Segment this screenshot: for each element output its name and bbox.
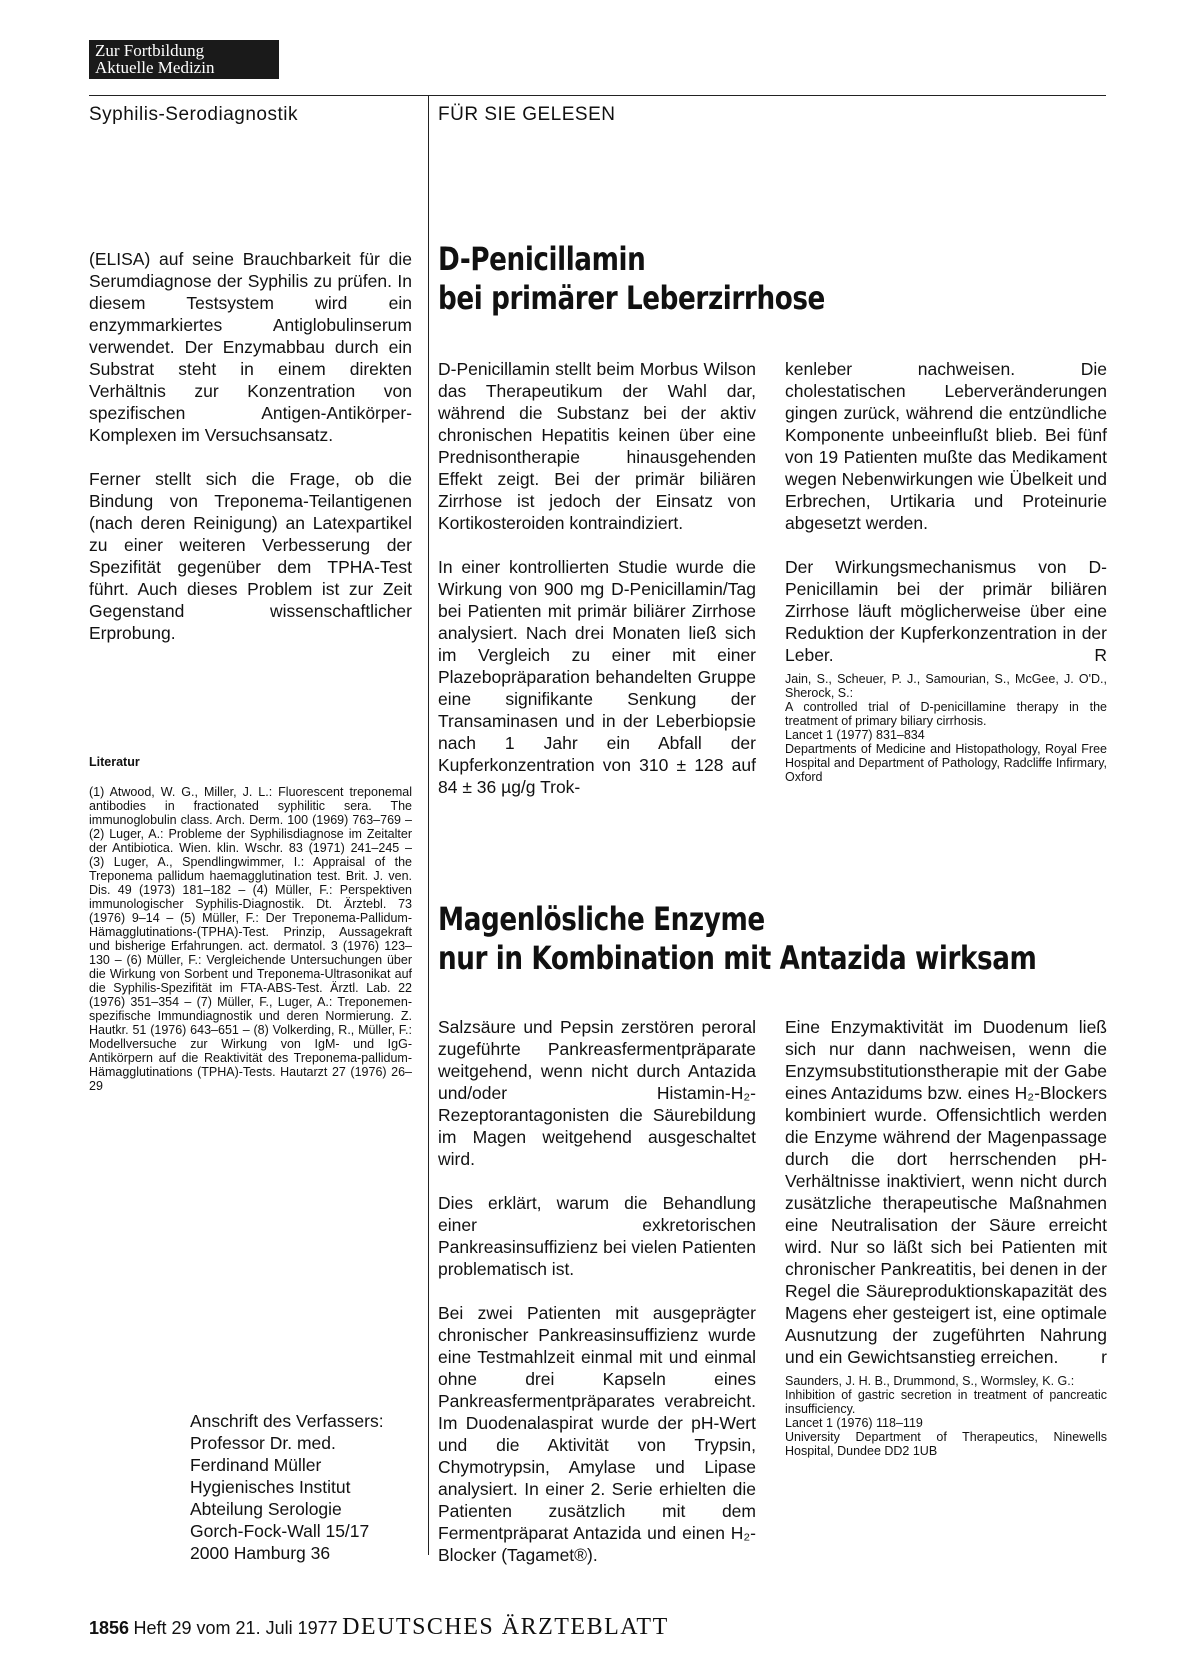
article2-reference xyxy=(785,1374,1107,1458)
header-rule xyxy=(89,95,1106,96)
address-line: Anschrift des Verfassers: xyxy=(190,1411,384,1431)
article1-paragraph: kenleber nachweisen. Die cholestatischen Leberveränderungen gingen zurück, während die entzündliche Komponente unbeeinflußt blieb. Bei fünf von 19 Patienten mußte das Medikament wegen Nebenwirkungen wie Übelkeit und Erbrechen, Urtikaria und Proteinurie abgesetzt werden. xyxy=(785,359,1107,533)
reference-affiliation: University Department of Therapeutics, Ninewells Hospital, Dundee DD2 1UB xyxy=(785,1430,1107,1458)
article2-paragraph: Eine Enzymaktivität im Duodenum ließ sich nur dann nachweisen, wenn die Enzymsubstitutionstherapie mit der Gabe eines Antazidums bzw. eines H₂-Blockers kombiniert wurde. Offensichtlich werden die Enzyme während der Magenpassage durch die dort herrschenden pH-Verhältnisse inaktiviert, wenn nicht durch zusätzliche therapeutische Maßnahmen eine Neutralisation der Säure erreicht wird. Nur so läßt sich bei Patienten mit chronischer Pankreatitis, bei denen in der Regel die Säureproduktionskapazität des Magens eher gesteigert ist, eine optimale Ausnutzung der zugeführten Nahrung und ein Gewichtsanstieg erreichen. xyxy=(785,1017,1107,1367)
article1-paragraph: D-Penicillamin stellt beim Morbus Wilson das Therapeutikum der Wahl dar, während die Substanz bei der aktiv chronischen Hepatitis keinen über eine Prednisontherapie hinausgehenden Effekt zeigt. Bei der primär biliären Zirrhose ist jedoch der Einsatz von Kortikosteroiden kontraindiziert. xyxy=(438,359,756,533)
column-divider xyxy=(428,95,429,1555)
article1-title-line-2: bei primärer Leberzirrhose xyxy=(438,279,825,317)
reference-authors: Jain, S., Scheuer, P. J., Samourian, S., McGee, J. O'D., Sherock, S.: xyxy=(785,672,1107,700)
section-header-left: Syphilis-Serodiagnostik xyxy=(89,104,298,125)
issue-info: Heft 29 vom 21. Juli 1977 xyxy=(133,1618,338,1638)
reference-journal: Lancet 1 (1977) 831–834 xyxy=(785,728,925,742)
left-paragraph-2: Ferner stellt sich die Frage, ob die Bindung von Treponema-Teilantigenen (nach deren Reinigung) an Latexpartikel zu einer weiteren Verbesserung der Spezifität gegenüber dem TPHA-Test führt. Auch dieses Problem ist zur Zeit Gegenstand wissenschaftlicher Erprobung. xyxy=(89,469,412,643)
article2-column-2 xyxy=(785,1016,1107,1458)
literature-text: (1) Atwood, W. G., Miller, J. L.: Fluorescent treponemal antibodies in fractionated syphilitic sera. The immunoglobulin class. Arch. Derm. 100 (1969) 763–769 – (2) Luger, A.: Probleme der Syphilisdiagnose im Zeitalter der Antibiotica. Wien. klin. Wschr. 83 (1971) 241–245 – (3) Luger, A., Spendlingwimmer, I.: Appraisal of the Treponema pallidum haemagglutination test. Brit. J. ven. Dis. 49 (1973) 181–182 – (4) Müller, F.: Perspektiven immunologischer Syphilis-Diagnostik. Dt. Ärztebl. 73 (1976) 9–14 – (5) Müller, F.: Der Treponema-Pallidum-Hämagglutinations-(TPHA)-Test. Prinzip, Aussagekraft und bisherige Erfahrungen. act. dermatol. 3 (1976) 123–130 – (6) Müller, F.: Vergleichende Untersuchungen über die Wirkung von Sorbent und Treponema-Ultrasonikat auf die Syphilis-Spezifität im FTA-ABS-Test. Ärztl. Lab. 22 (1976) 351–354 – (7) Müller, F., Luger, A.: Treponemen-spezifische Immundiagnostik und deren Normierung. Z. Hautkr. 51 (1976) 643–651 – (8) Volkerding, R., Müller, F.: Modellversuche zur Wirkung von IgM- und IgG-Antikörpern auf die Reaktivität des Treponema-pallidum-Hämagglutinations (TPHA)-Tests. Hautarzt 27 (1976) 26–29 xyxy=(89,785,412,1093)
article1-reference xyxy=(785,672,1107,784)
article1-end-mark: R xyxy=(1094,645,1107,665)
reference-title: A controlled trial of D-penicillamine therapy in the treatment of primary biliary cirrhosis. xyxy=(785,700,1107,728)
reference-affiliation: Departments of Medicine and Histopathology, Royal Free Hospital and Department of Pathology, Radcliffe Infirmary, Oxford xyxy=(785,742,1107,784)
article2-title xyxy=(438,900,1168,978)
left-column-text xyxy=(89,248,412,666)
article1-title-line-1: D-Penicillamin xyxy=(438,240,646,278)
article1-paragraph: Der Wirkungsmechanismus von D-Penicillamin bei der primär biliären Zirrhose läuft möglicherweise über eine Reduktion der Kupferkonzentration in der Leber. xyxy=(785,557,1107,665)
address-line: Hygienisches Institut xyxy=(190,1477,351,1497)
article2-column-1 xyxy=(438,1016,756,1588)
reference-title: Inhibition of gastric secretion in treatment of pancreatic insufficiency. xyxy=(785,1388,1107,1416)
section-badge xyxy=(89,40,279,79)
article2-paragraph: Dies erklärt, warum die Behandlung einer exkretorischen Pankreasinsuffizienz bei vielen Patienten problematisch ist. xyxy=(438,1193,756,1279)
reference-authors: Saunders, J. H. B., Drummond, S., Wormsley, K. G.: xyxy=(785,1374,1075,1388)
article2-paragraph: Bei zwei Patienten mit ausgeprägter chronischer Pankreasinsuffizienz wurde eine Testmahlzeit einmal mit und einmal ohne drei Kapseln eines Pankreasfermentpräparates verabreicht. Im Duodenalaspirat wurde der pH-Wert und die Aktivität von Trypsin, Chymotrypsin, Amylase und Lipase analysiert. In einer 2. Serie erhielten die Patienten zusätzlich mit dem Fermentpräparat Antazida und einen H₂-Blocker (Tagamet®). xyxy=(438,1303,756,1565)
address-line: 2000 Hamburg 36 xyxy=(190,1543,331,1563)
literature-heading: Literatur xyxy=(89,755,140,769)
address-line: Abteilung Serologie xyxy=(190,1499,342,1519)
article1-column-2 xyxy=(785,358,1107,784)
page-footer xyxy=(89,1614,669,1641)
article1-title xyxy=(438,240,910,318)
article2-title-line-2: nur in Kombination mit Antazida wirksam xyxy=(438,939,1037,977)
article2-end-mark: r xyxy=(1101,1347,1107,1367)
address-line: Ferdinand Müller xyxy=(190,1455,322,1475)
magazine-name: DEUTSCHES ÄRZTEBLATT xyxy=(342,1614,669,1640)
section-header-right: FÜR SIE GELESEN xyxy=(438,104,616,125)
page-number: 1856 xyxy=(89,1618,130,1638)
article2-paragraph: Salzsäure und Pepsin zerstören peroral zugeführte Pankreasfermentpräparate weitgehend, wenn nicht durch Antazida und/oder Histamin-H₂-Rezeptorantagonisten die Säurebildung im Magen weitgehend ausgeschaltet wird. xyxy=(438,1017,756,1169)
left-paragraph-1: (ELISA) auf seine Brauchbarkeit für die Serumdiagnose der Syphilis zu prüfen. In diesem Testsystem wird ein enzymmarkiertes Antiglobulinserum verwendet. Der Enzymabbau durch ein Substrat steht in einem direkten Verhältnis zur Konzentration von spezifischen Antigen-Antikörper-Komplexen im Versuchsansatz. xyxy=(89,249,412,445)
article1-column-1 xyxy=(438,358,756,820)
address-line: Professor Dr. med. xyxy=(190,1433,336,1453)
badge-line-1: Zur Fortbildung xyxy=(95,41,205,60)
address-line: Gorch-Fock-Wall 15/17 xyxy=(190,1521,370,1541)
article2-title-line-1: Magenlösliche Enzyme xyxy=(438,900,765,938)
author-address xyxy=(190,1410,384,1564)
article1-paragraph: In einer kontrollierten Studie wurde die Wirkung von 900 mg D-Penicillamin/Tag bei Patienten mit primär biliärer Zirrhose analysiert. Nach drei Monaten ließ sich im Vergleich zu einer mit einer Plazebopräparation behandelten Gruppe eine signifikante Senkung der Transaminasen und in der Leberbiopsie nach 1 Jahr ein Abfall der Kupferkonzentration von 310 ± 128 auf 84 ± 36 µg/g Trok- xyxy=(438,557,756,797)
literature-list xyxy=(89,785,412,1093)
badge-line-2: Aktuelle Medizin xyxy=(95,58,215,77)
reference-journal: Lancet 1 (1976) 118–119 xyxy=(785,1416,923,1430)
